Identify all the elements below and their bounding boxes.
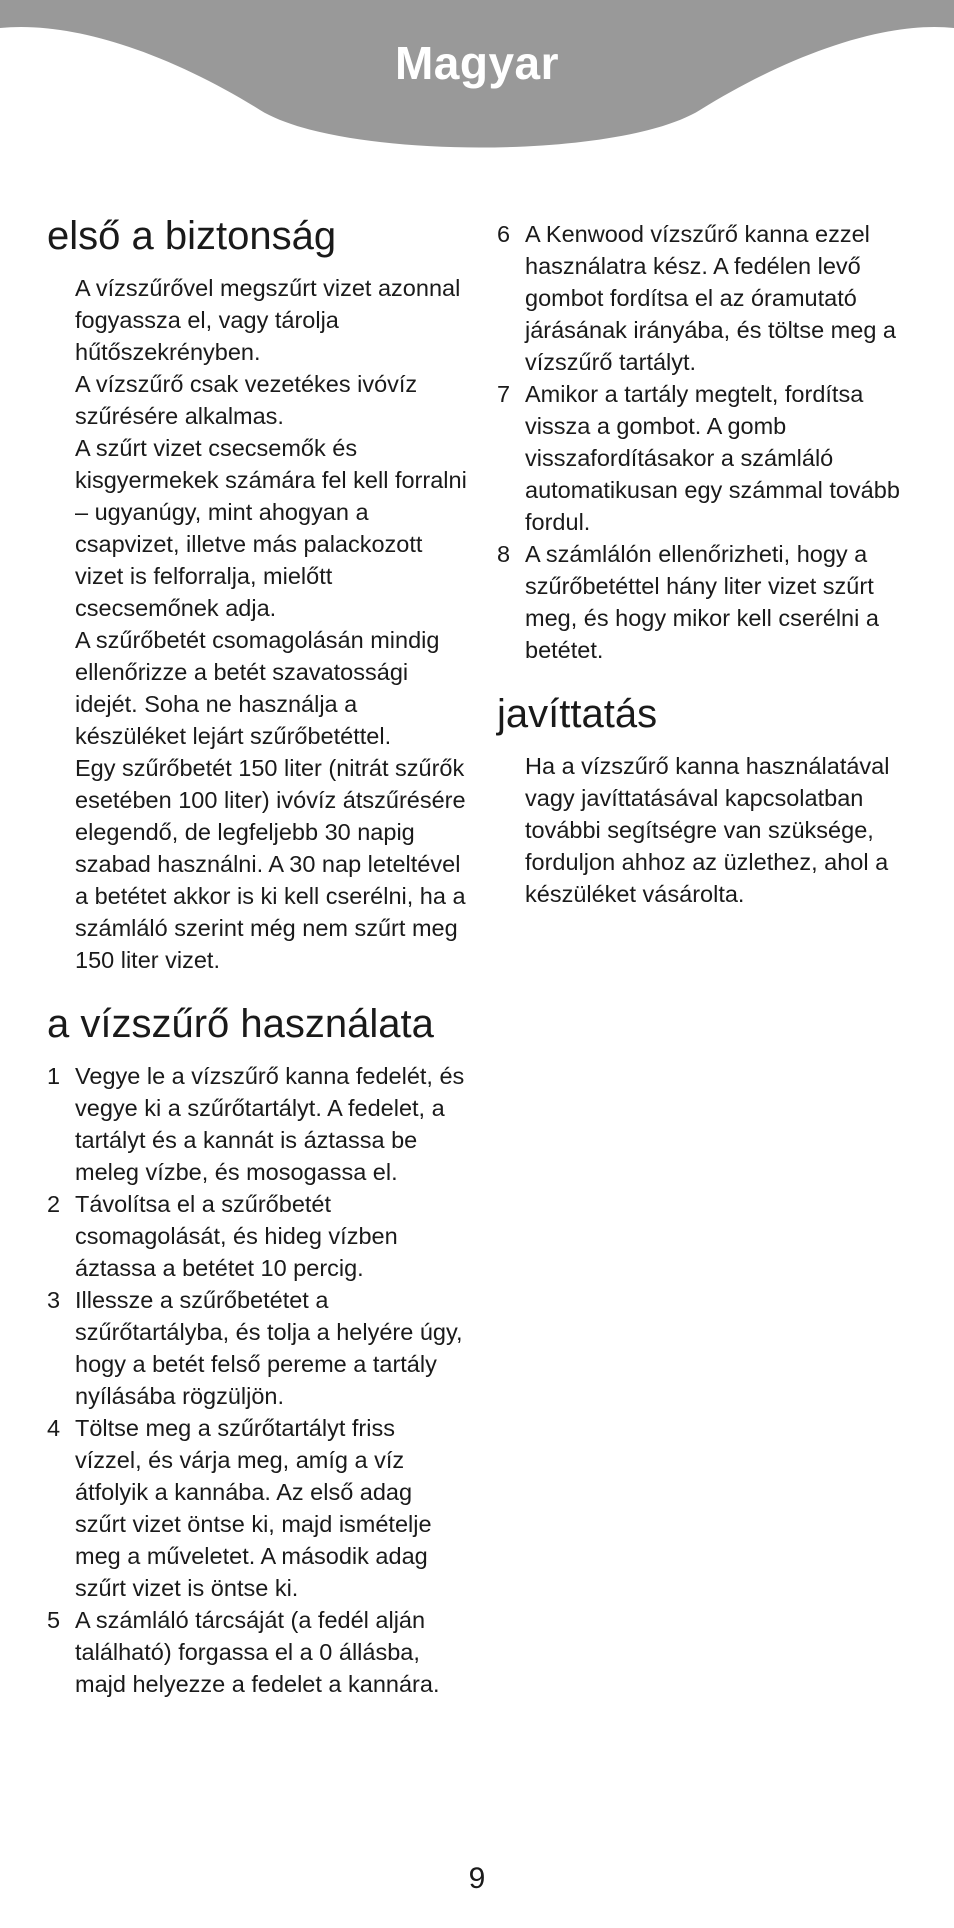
usage-heading: a vízszűrő használata — [47, 1002, 434, 1046]
page-number: 9 — [468, 1862, 486, 1895]
step-text: Amikor a tartály megtelt, fordítsa vissza a gombot. A gomb visszafordításakor a számláló automatikusan egy számmal tovább fordul. — [525, 381, 900, 535]
usage-step — [47, 1188, 467, 1284]
safety-paragraph: A szűrt vizet csecsemők és kisgyermekek számára fel kell forralni – ugyanúgy, mint ahogyan a csapvizet, illetve más palackozott vizet is felforralja, mielőtt csecsemőnek adja. — [75, 435, 467, 621]
step-number: 2 — [47, 1191, 61, 1217]
step-text: Töltse meg a szűrőtartályt friss vízzel, és várja meg, amíg a víz átfolyik a kannába. Az első adag szűrt vizet öntse ki, majd ismételje meg a műveletet. A második adag szűrt vizet is öntse ki. — [75, 1415, 432, 1601]
usage-step — [497, 218, 917, 378]
step-number: 1 — [47, 1063, 61, 1089]
language-title: Magyar — [394, 37, 560, 89]
usage-step — [497, 378, 917, 538]
usage-section — [47, 1000, 467, 1700]
left-column — [47, 212, 467, 1724]
safety-paragraph: A vízszűrővel megszűrt vizet azonnal fogyassza el, vagy tárolja hűtőszekrényben. — [75, 275, 461, 365]
safety-section — [47, 212, 467, 976]
step-number: 3 — [47, 1287, 61, 1313]
service-heading: javíttatás — [497, 692, 658, 736]
header-banner — [0, 0, 954, 160]
service-section — [497, 690, 917, 910]
safety-paragraph: A vízszűrő csak vezetékes ivóvíz szűrésére alkalmas. — [75, 371, 418, 429]
step-number: 6 — [497, 221, 511, 247]
step-text: Illessze a szűrőbetétet a szűrőtartályba, és tolja a helyére úgy, hogy a betét felső pereme a tartály nyílásába rögzüljön. — [75, 1287, 463, 1409]
usage-continued-section — [497, 218, 917, 666]
usage-step — [497, 538, 917, 666]
step-text: Távolítsa el a szűrőbetét csomagolását, és hideg vízben áztassa a betétet 10 percig. — [75, 1191, 398, 1281]
step-number: 4 — [47, 1415, 61, 1441]
service-paragraph: Ha a vízszűrő kanna használatával vagy javíttatásával kapcsolatban további segítségre van szüksége, forduljon ahhoz az üzlethez, ahol a készüléket vásárolta. — [525, 753, 890, 907]
step-text: A számlálón ellenőrizheti, hogy a szűrőbetéttel hány liter vizet szűrt meg, és hogy mikor kell cserélni a betétet. — [525, 541, 879, 663]
safety-heading: első a biztonság — [47, 214, 337, 258]
step-number: 7 — [497, 381, 511, 407]
step-number: 8 — [497, 541, 511, 567]
step-text: A Kenwood vízszűrő kanna ezzel használatra kész. A fedélen levő gombot fordítsa el az óramutató járásának irányába, és töltse meg a vízszűrő tartályt. — [525, 221, 896, 375]
usage-step — [47, 1060, 467, 1188]
usage-step — [47, 1604, 467, 1700]
step-text: Vegye le a vízszűrő kanna fedelét, és vegye ki a szűrőtartályt. A fedelet, a tartályt és a kannát is áztassa be meleg vízbe, és mosogassa el. — [75, 1063, 465, 1185]
safety-paragraph: A szűrőbetét csomagolásán mindig ellenőrizze a betét szavatossági idejét. Soha ne használja a készüléket lejárt szűrőbetéttel. — [75, 627, 440, 749]
step-number: 5 — [47, 1607, 61, 1633]
usage-step — [47, 1412, 467, 1604]
safety-paragraph: Egy szűrőbetét 150 liter (nitrát szűrők esetében 100 liter) ivóvíz átszűrésére elegendő, de legfeljebb 30 napig szabad használni. A 30 nap leteltével a betétet akkor is ki kell cserélni, ha a számláló szerint még nem szűrt meg 150 liter vizet. — [75, 755, 466, 973]
right-column — [497, 218, 917, 934]
step-text: A számláló tárcsáját (a fedél alján található) forgassa el a 0 állásba, majd helyezze a fedelet a kannára. — [75, 1607, 440, 1697]
usage-step — [47, 1284, 467, 1412]
